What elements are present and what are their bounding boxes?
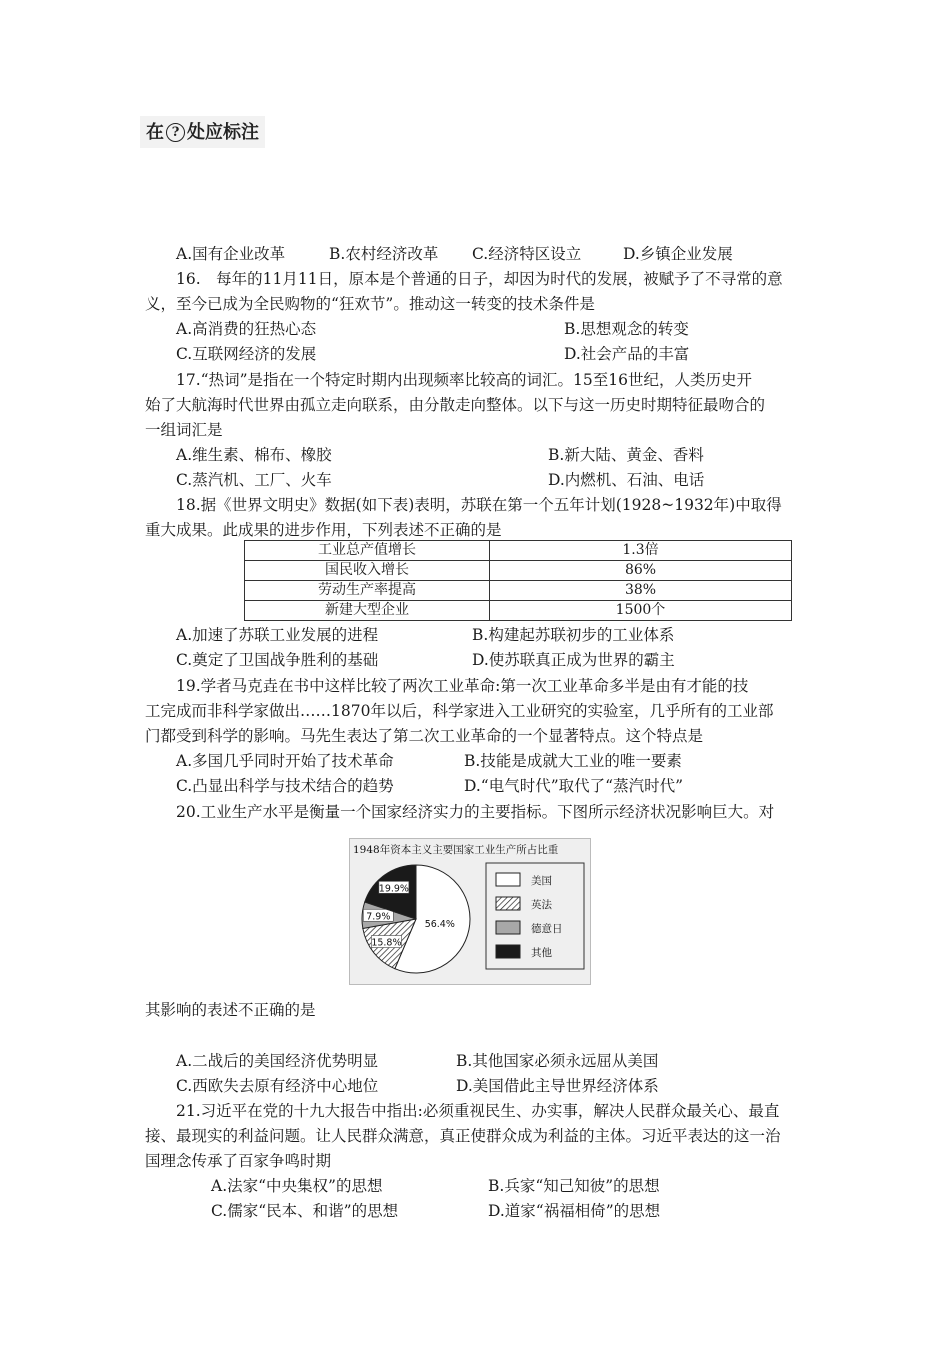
q15-option-a: A.国有企业改革	[176, 245, 286, 263]
legend-swatch-其他	[496, 945, 520, 958]
q18-option-a: A.加速了苏联工业发展的进程	[176, 626, 379, 644]
q20-stem-line2: 其影响的表述不正确的是	[145, 1001, 316, 1019]
slice-label-英法: 15.8%	[371, 937, 402, 949]
table-cell-item: 工业总产值增长	[245, 541, 490, 561]
legend-label-美国: 美国	[531, 875, 552, 887]
q16-option-b: B.思想观念的转变	[564, 320, 689, 338]
legend-swatch-英法	[496, 897, 520, 910]
q21-stem-line2: 接、最现实的利益问题。让人民群众满意，真正使群众成为利益的主体。习近平表达的这一治	[145, 1127, 781, 1145]
table-cell-item: 新建大型企业	[245, 601, 490, 621]
legend-label-德意日: 德意日	[531, 923, 563, 935]
legend-swatch-美国	[496, 873, 520, 886]
table-row	[245, 561, 792, 581]
legend-swatch-德意日	[496, 921, 520, 934]
q17-option-a: A.维生素、棉布、橡胶	[176, 446, 332, 464]
q17-stem-line1: 17.“热词”是指在一个特定时期内出现频率比较高的词汇。15至16世纪，人类历史开	[176, 371, 752, 389]
q18-option-c: C.奠定了卫国战争胜利的基础	[176, 651, 379, 669]
legend-label-英法: 英法	[531, 899, 552, 911]
q19-option-d: D.“电气时代”取代了“蒸汽时代”	[464, 777, 683, 795]
q16-option-c: C.互联网经济的发展	[176, 345, 317, 363]
q16-stem-line1: 16. 每年的11月11日，原本是个普通的日子，却因为时代的发展，被赋予了不寻常的意	[176, 270, 783, 288]
table-cell-value: 1500个	[490, 601, 792, 621]
q18-stem-line1: 18.据《世界文明史》数据(如下表)表明，苏联在第一个五年计划(1928~1932年)中取得	[176, 496, 782, 514]
pie-chart-figure	[349, 838, 591, 985]
chart-title: 1948年资本主义主要国家工业生产所占比重	[353, 844, 559, 856]
q17-option-c: C.蒸汽机、工厂、火车	[176, 471, 332, 489]
q16-option-d: D.社会产品的丰富	[564, 345, 690, 363]
q18-option-b: B.构建起苏联初步的工业体系	[472, 626, 675, 644]
table-row	[245, 601, 792, 621]
legend-label-其他: 其他	[531, 947, 552, 959]
q20-option-c: C.西欧失去原有经济中心地位	[176, 1077, 379, 1095]
q18-stem-line2: 重大成果。此成果的进步作用，下列表述不正确的是	[145, 521, 502, 539]
table-cell-value: 1.3倍	[490, 541, 792, 561]
pie-chart	[350, 839, 590, 984]
q21-stem-line1: 21.习近平在党的十九大报告中指出:必须重视民生、办实事，解决人民群众最关心、最直	[176, 1102, 780, 1120]
pie-slices	[362, 865, 470, 973]
q20-option-b: B.其他国家必须永远屈从美国	[456, 1052, 659, 1070]
q21-option-d: D.道家“祸福相倚”的思想	[488, 1202, 661, 1220]
q20-option-d: D.美国借此主导世界经济体系	[456, 1077, 659, 1095]
q19-stem-line3: 门都受到科学的影响。马先生表达了第二次工业革命的一个显著特点。这个特点是	[145, 727, 704, 745]
q19-option-a: A.多国几乎同时开始了技术革命	[176, 752, 394, 770]
table-cell-value: 86%	[490, 561, 792, 581]
table-row	[245, 541, 792, 561]
q19-stem-line2: 工完成而非科学家做出……1870年以后，科学家进入工业研究的实验室，几乎所有的工业部	[145, 702, 774, 720]
q17-stem-line2: 始了大航海时代世界由孤立走向联系，由分散走向整体。以下与这一历史时期特征最吻合的	[145, 396, 766, 414]
q21-stem-line3: 国理念传承了百家争鸣时期	[145, 1152, 332, 1170]
q17-option-b: B.新大陆、黄金、香料	[548, 446, 704, 464]
slice-label-美国: 56.4%	[424, 918, 455, 930]
snippet-text-after: 处应标注	[187, 122, 259, 143]
q17-stem-line3: 一组词汇是	[145, 421, 223, 439]
q15-option-d: D.乡镇企业发展	[623, 245, 733, 263]
chart-legend	[496, 873, 563, 959]
q19-option-b: B.技能是成就大工业的唯一要素	[464, 752, 682, 770]
q19-option-c: C.凸显出科学与技术结合的趋势	[176, 777, 394, 795]
q16-option-a: A.高消费的狂热心态	[176, 320, 317, 338]
q18-option-d: D.使苏联真正成为世界的霸主	[472, 651, 675, 669]
table-cell-item: 国民收入增长	[245, 561, 490, 581]
q21-option-b: B.兵家“知己知彼”的思想	[488, 1177, 660, 1195]
q21-option-a: A.法家“中央集权”的思想	[211, 1177, 383, 1195]
q15-option-b: B.农村经济改革	[329, 245, 439, 263]
snippet-text-before: 在	[146, 122, 164, 143]
q15-option-c: C.经济特区设立	[472, 245, 582, 263]
five-year-plan-table	[244, 540, 792, 621]
q20-stem-line1: 20.工业生产水平是衡量一个国家经济实力的主要指标。下图所示经济状况影响巨大。对	[176, 803, 775, 821]
q16-stem-line2: 义，至今已成为全民购物的“狂欢节”。推动这一转变的技术条件是	[145, 295, 595, 313]
circle-mark: ?	[166, 123, 185, 142]
q19-stem-line1: 19.学者马克垚在书中这样比较了两次工业革命:第一次工业革命多半是由有才能的技	[176, 677, 749, 695]
table-cell-value: 38%	[490, 581, 792, 601]
q17-option-d: D.内燃机、石油、电话	[548, 471, 705, 489]
table-row	[245, 581, 792, 601]
header-snippet	[140, 116, 265, 148]
q21-option-c: C.儒家“民本、和谐”的思想	[211, 1202, 399, 1220]
slice-label-德意日: 7.9%	[366, 911, 391, 923]
slice-label-其他: 19.9%	[378, 883, 409, 895]
q20-option-a: A.二战后的美国经济优势明显	[176, 1052, 379, 1070]
table-cell-item: 劳动生产率提高	[245, 581, 490, 601]
